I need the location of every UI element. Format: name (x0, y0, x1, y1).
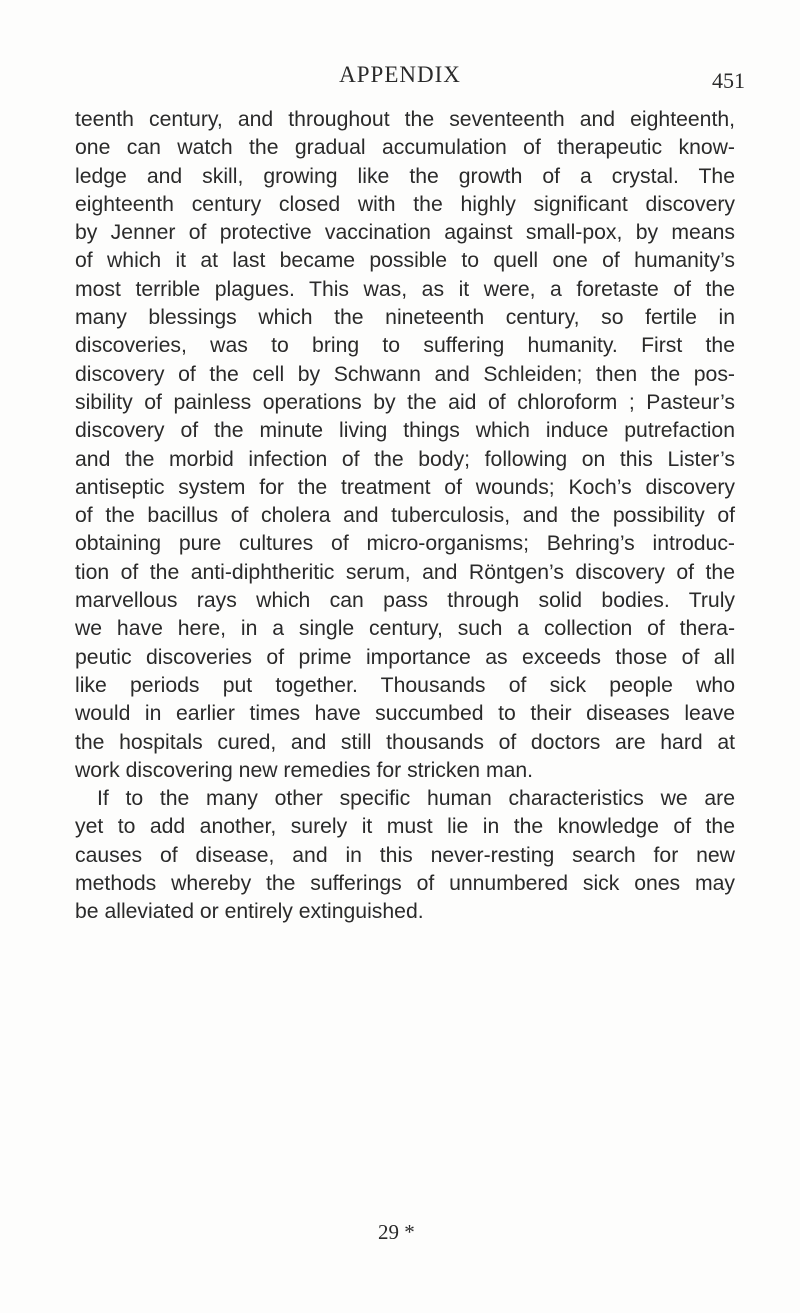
text-line: many blessings which the nineteenth century, so fertile in (75, 306, 735, 330)
text-line: If to the many other specific human characteristics we are (97, 787, 735, 811)
text-line: we have here, in a single century, such a collection of thera- (75, 617, 735, 641)
text-line: discovery of the cell by Schwann and Schleiden; then the pos- (75, 362, 735, 386)
text-line: peutic discoveries of prime importance as exceeds those of all (75, 645, 735, 669)
running-header: APPENDIX (339, 62, 461, 87)
text-line: of the bacillus of cholera and tuberculosis, and the possibility of (75, 504, 735, 528)
text-line: one can watch the gradual accumulation of therapeutic know- (75, 136, 735, 160)
text-line: ledge and skill, growing like the growth of a crystal. The (75, 164, 735, 188)
text-line: the hospitals cured, and still thousands of doctors are hard at (75, 730, 735, 754)
text-line: discoveries, was to bring to suffering humanity. First the (75, 334, 735, 358)
text-line: tion of the anti-diphtheritic serum, and Röntgen’s discovery of the (75, 560, 735, 584)
signature-mark: 29 * (378, 1220, 415, 1244)
text-line: discovery of the minute living things which induce putrefaction (75, 419, 735, 443)
text-line: teenth century, and throughout the seventeenth and eighteenth, (75, 108, 735, 131)
text-line: and the morbid infection of the body; following on this Lister’s (75, 447, 735, 471)
text-line: obtaining pure cultures of micro-organisms; Behring’s introduc- (75, 532, 735, 556)
body-text (75, 106, 735, 927)
text-line: yet to add another, surely it must lie in the knowledge of the (75, 815, 735, 839)
text-line: by Jenner of protective vaccination against small-pox, by means (75, 221, 735, 245)
text-line: eighteenth century closed with the highly significant discovery (75, 192, 735, 216)
text-line: work discovering new remedies for stricken man. (75, 758, 534, 782)
text-line: causes of disease, and in this never-resting search for new (75, 843, 735, 867)
text-line: marvellous rays which can pass through solid bodies. Truly (75, 589, 735, 613)
text-line: antiseptic system for the treatment of wounds; Koch’s discovery (75, 475, 735, 499)
text-line: be alleviated or entirely extinguished. (75, 900, 424, 924)
text-line: would in earlier times have succumbed to their diseases leave (75, 702, 735, 726)
text-line: like periods put together. Thousands of sick people who (75, 673, 735, 697)
text-line: most terrible plagues. This was, as it were, a foretaste of the (75, 277, 735, 301)
page-number: 451 (712, 68, 745, 93)
text-line: sibility of painless operations by the aid of chloroform ; Pasteur’s (75, 390, 735, 414)
text-line: methods whereby the sufferings of unnumbered sick ones may (75, 872, 735, 896)
text-line: of which it at last became possible to quell one of humanity’s (75, 249, 735, 273)
